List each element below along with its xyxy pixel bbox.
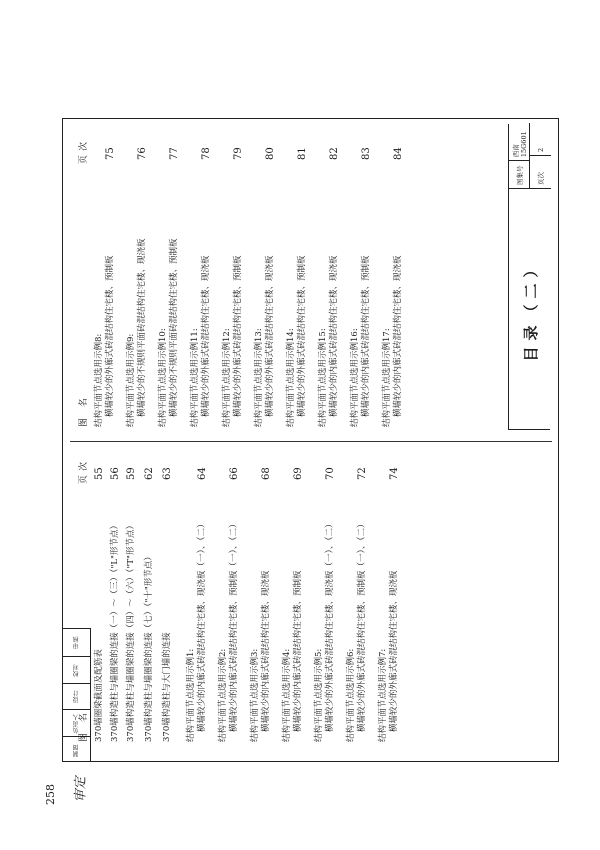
entry-subtitle: 横墙较少的内廊式砖混结构住宅楼、现浇板 bbox=[261, 570, 271, 732]
entry-title: 结构平面节点选用示例11: bbox=[190, 328, 200, 427]
entry-page-number: 69 bbox=[293, 467, 304, 480]
entry-page-number: 64 bbox=[197, 467, 208, 480]
entry-title: 370墙圈梁截面及配筋表 bbox=[94, 649, 104, 742]
sheet-page-number: 2 bbox=[536, 147, 545, 152]
entry-title: 结构平面节点选用示例6: bbox=[346, 648, 356, 742]
entry-subtitle: 横墙较少的不规则平面砖混结构住宅楼、现浇板 bbox=[137, 238, 147, 417]
entry-title: 结构平面节点选用示例10: bbox=[158, 328, 168, 427]
entry-subtitle: 横墙较少的外廊式砖混结构住宅楼、预制板 bbox=[297, 255, 307, 417]
contents-entry bbox=[254, 255, 276, 427]
entry-title: 结构平面节点选用示例5: bbox=[314, 648, 324, 742]
contents-entry bbox=[144, 552, 155, 742]
contents-entry bbox=[250, 570, 272, 742]
contents-entry bbox=[162, 632, 173, 742]
strip-label: 校对 bbox=[73, 663, 80, 677]
entry-title: 结构平面节点选用示例13: bbox=[254, 328, 264, 427]
entry-page-number: 68 bbox=[261, 467, 272, 480]
entry-page-number: 79 bbox=[233, 147, 244, 160]
entry-subtitle: 横墙较少的外廊式砖混结构住宅楼、现浇板 bbox=[389, 570, 399, 732]
title-block bbox=[508, 124, 550, 430]
entry-subtitle: 横墙较少的内廊式砖混结构住宅楼、预制板（一）、（二） bbox=[229, 519, 239, 732]
entry-title: 结构平面节点选用示例12: bbox=[222, 328, 232, 427]
entry-subtitle: 横墙较少的外廊式砖混结构住宅楼、现浇板（一）、（二） bbox=[325, 519, 335, 732]
contents-entry bbox=[346, 519, 368, 742]
entry-subtitle: 横墙较少的不规则平面砖混结构住宅楼、预制板 bbox=[169, 238, 179, 417]
contents-entry bbox=[282, 570, 304, 742]
entry-page-number: 75 bbox=[105, 147, 116, 160]
contents-entry bbox=[378, 570, 400, 742]
entry-page-number: 84 bbox=[393, 147, 404, 160]
contents-entry bbox=[318, 255, 340, 427]
entry-subtitle: 横墙较少的外廊式砖混结构住宅楼、预制板 bbox=[233, 255, 243, 417]
entry-page-number: 82 bbox=[329, 147, 340, 160]
strip-label: 制图 bbox=[73, 744, 80, 758]
entry-title: 结构平面节点选用示例17: bbox=[382, 328, 392, 427]
contents-entry bbox=[186, 519, 208, 742]
entry-page-number: 76 bbox=[137, 147, 148, 160]
contents-entry bbox=[190, 255, 212, 427]
entry-page-number: 62 bbox=[144, 467, 155, 480]
entry-page-number: 72 bbox=[357, 467, 368, 480]
strip-label: 审核 bbox=[73, 635, 80, 649]
entry-page-number: 77 bbox=[169, 147, 180, 160]
contents-entry bbox=[94, 255, 116, 427]
entry-title: 结构平面节点选用示例1: bbox=[186, 648, 196, 742]
left-title-header: 图 名 bbox=[79, 709, 89, 742]
title-block-grid bbox=[509, 123, 551, 189]
page-number: 258 bbox=[44, 784, 57, 805]
entry-page-number: 59 bbox=[126, 467, 137, 480]
left-page-header: 页次 bbox=[79, 457, 89, 484]
entry-page-number: 74 bbox=[389, 467, 400, 480]
entry-page-number: 81 bbox=[297, 147, 308, 160]
entry-subtitle: 横墙较少的外廊式砖混结构住宅楼、现浇板 bbox=[201, 255, 211, 417]
contents-entry bbox=[218, 519, 240, 742]
margin-mark: 审定 bbox=[73, 776, 89, 803]
atlas-number: 西南15G601 bbox=[511, 131, 528, 158]
right-title-header: 图 名 bbox=[79, 394, 89, 427]
strip-label: 负责人 bbox=[73, 714, 80, 734]
contents-entry bbox=[126, 521, 137, 742]
entry-subtitle: 横墙较少的内廊式砖混结构住宅楼、预制板 bbox=[293, 570, 303, 732]
page-label: 页次 bbox=[530, 155, 551, 188]
contents-entry bbox=[222, 255, 244, 427]
column-divider bbox=[70, 441, 552, 442]
title-block-title: 目录（二） bbox=[521, 256, 540, 362]
entry-page-number: 83 bbox=[361, 147, 372, 160]
entry-subtitle: 横墙较少的内廊式砖混结构住宅楼、现浇板 bbox=[329, 255, 339, 417]
contents-entry bbox=[314, 519, 336, 742]
entry-title: 结构平面节点选用示例8: bbox=[94, 333, 104, 427]
contents-entry bbox=[350, 255, 372, 427]
entry-title: 结构平面节点选用示例3: bbox=[250, 648, 260, 742]
entry-title: 结构平面节点选用示例4: bbox=[282, 648, 292, 742]
entry-title: 结构平面节点选用示例2: bbox=[218, 648, 228, 742]
entry-subtitle: 横墙较少的内廊式砖混结构住宅楼、现浇板（一）、（二） bbox=[197, 519, 207, 732]
entry-title: 370墙构造柱与墙圈梁的连接（一）～（三）（"L"形节点） bbox=[110, 521, 120, 742]
entry-page-number: 70 bbox=[325, 467, 336, 480]
entry-page-number: 56 bbox=[110, 467, 121, 480]
entry-subtitle: 横墙较少的外廊式砖混结构住宅楼、预制板（一）、（二） bbox=[357, 519, 367, 732]
entry-page-number: 55 bbox=[94, 467, 105, 480]
atlas-label: 图集号 bbox=[509, 160, 529, 188]
entry-page-number: 66 bbox=[229, 467, 240, 480]
entry-title: 结构平面节点选用示例7: bbox=[378, 648, 388, 742]
contents-entry bbox=[126, 238, 148, 427]
entry-title: 结构平面节点选用示例14: bbox=[286, 328, 296, 427]
entry-title: 结构平面节点选用示例9: bbox=[126, 333, 136, 427]
contents-entry bbox=[286, 255, 308, 427]
contents-entry bbox=[158, 238, 180, 427]
entry-title: 结构平面节点选用示例15: bbox=[318, 328, 328, 427]
contents-sheet bbox=[70, 124, 550, 752]
entry-page-number: 80 bbox=[265, 147, 276, 160]
entry-title: 370墙构造柱与墙圈梁的连接（四）～（六）（"T"形节点） bbox=[126, 521, 136, 742]
entry-subtitle: 横墙较少的内廊式砖混结构住宅楼、现浇板 bbox=[393, 255, 403, 417]
contents-entry bbox=[110, 521, 121, 742]
right-page-header: 页次 bbox=[79, 137, 89, 164]
entry-page-number: 63 bbox=[162, 467, 173, 480]
contents-entry bbox=[94, 649, 105, 742]
entry-subtitle: 横墙较少的外廊式砖混结构住宅楼、预制板 bbox=[105, 255, 115, 417]
entry-title: 370墙构造柱与大门墙的连接 bbox=[162, 632, 172, 742]
entry-page-number: 78 bbox=[201, 147, 212, 160]
entry-title: 370墙构造柱与墙圈梁的连接（七）（"十"形节点） bbox=[144, 552, 154, 742]
strip-label: 设计 bbox=[73, 690, 80, 704]
entry-title: 结构平面节点选用示例16: bbox=[350, 328, 360, 427]
entry-subtitle: 横墙较少的内廊式砖混结构住宅楼、预制板 bbox=[361, 255, 371, 417]
entry-subtitle: 横墙较少的外廊式砖混结构住宅楼、现浇板 bbox=[265, 255, 275, 417]
contents-entry bbox=[382, 255, 404, 427]
